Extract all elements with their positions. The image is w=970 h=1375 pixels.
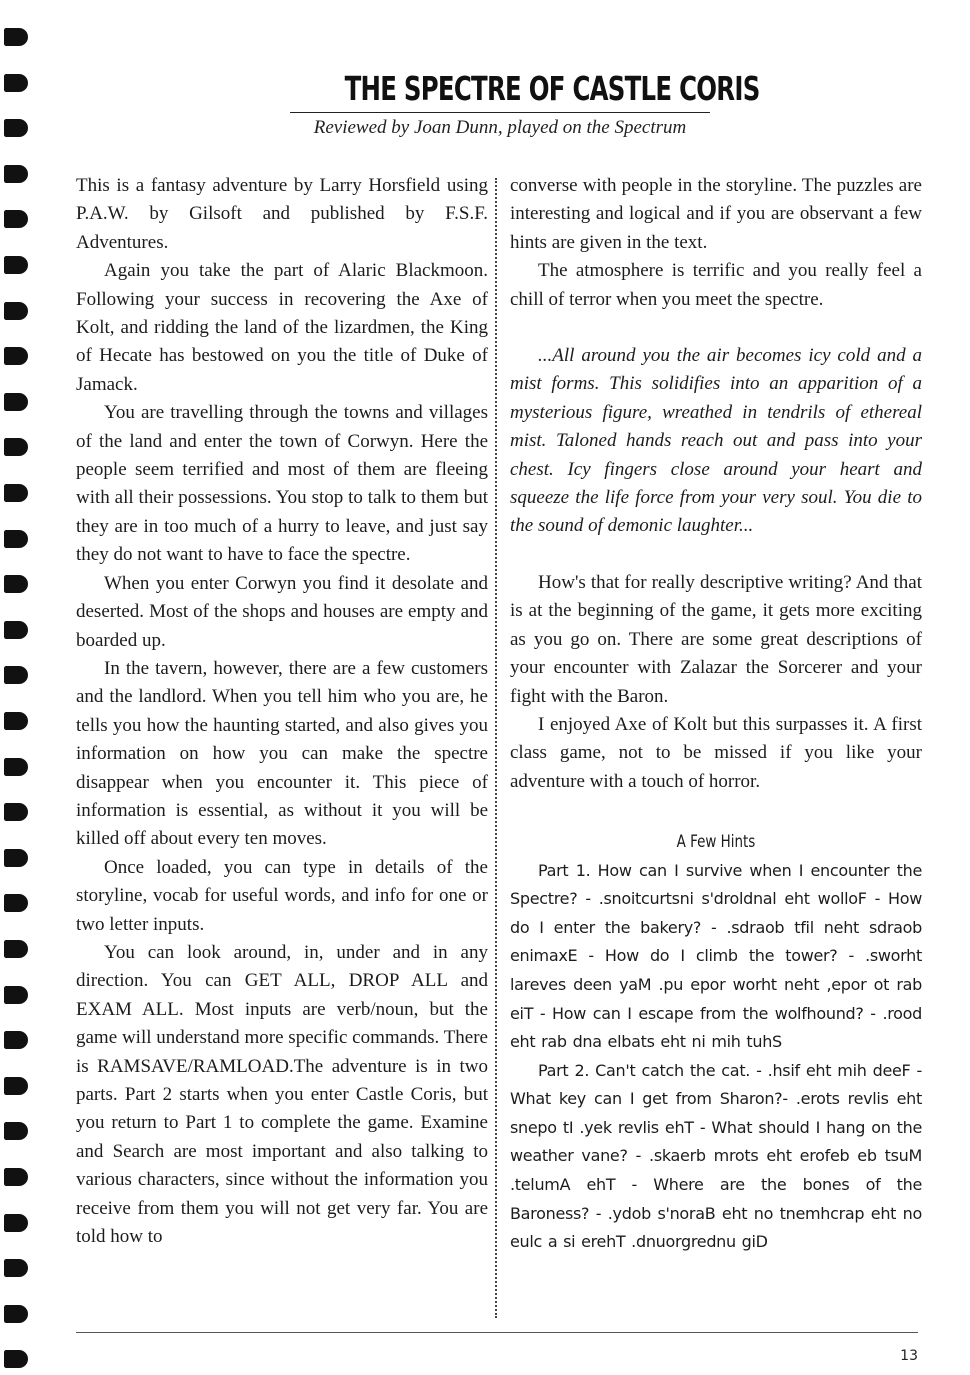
binding-hole xyxy=(4,575,28,593)
binding-hole xyxy=(4,849,28,867)
paragraph-loading: Once loaded, you can type in details of the storyline, vocab for useful words, and info for one or two letter inputs. xyxy=(76,856,488,935)
binding-hole xyxy=(4,1168,28,1186)
spiral-binding xyxy=(0,0,40,1375)
binding-hole xyxy=(4,940,28,958)
column-divider xyxy=(495,178,497,1318)
binding-hole xyxy=(4,894,28,912)
left-column xyxy=(76,172,488,1251)
paragraph-corwyn: When you enter Corwyn you find it desolate and deserted. Most of the shops and houses are empty and boarded up. xyxy=(76,572,488,651)
binding-hole xyxy=(4,484,28,502)
binding-hole xyxy=(4,986,28,1004)
paragraph-continued: converse with people in the storyline. The puzzles are interesting and logical and if you are observant a few hints are given in the text. xyxy=(510,175,922,253)
footer-rule xyxy=(76,1332,918,1333)
paragraph-tavern: In the tavern, however, there are a few customers and the landlord. When you tell him who you are, he tells you how the haunting started, and also gives you information on how you can make the spectre disappear when you encounter it. This piece of information is essential, as without it you will be killed off about every ten moves. xyxy=(76,657,488,850)
binding-hole xyxy=(4,1077,28,1095)
paragraph-verdict: I enjoyed Axe of Kolt but this surpasses it. A first class game, not to be missed if you like your adventure with a touch of horror. xyxy=(510,713,922,792)
binding-hole xyxy=(4,1259,28,1277)
binding-hole xyxy=(4,666,28,684)
spacer xyxy=(510,796,922,824)
binding-hole xyxy=(4,302,28,320)
hint-part-2: Part 2. Can't catch the cat. - .hsif eht mih deeF - What key can I get from Sharon?- .erots revlis eht snepo tI .yek revlis ehT - What should I hang on the weather vane? - .skaerb mrots eht erofeb eb tsuM .telumA ehT - Where are the bones of the Baroness? - .ydob s'noraB eht no tnemhcrap eht no eulc a si erehT .dnuorgrednu giD xyxy=(510,1060,922,1252)
binding-hole xyxy=(4,621,28,639)
hints-heading: A Few Hints xyxy=(676,832,756,853)
spacer xyxy=(510,314,922,342)
binding-hole xyxy=(4,1350,28,1368)
page-number: 13 xyxy=(900,1348,918,1364)
binding-hole xyxy=(4,393,28,411)
binding-hole xyxy=(4,758,28,776)
binding-hole xyxy=(4,256,28,274)
paragraph-descriptive: How's that for really descriptive writing? And that is at the beginning of the game, it gets more exciting as you go on. There are some great descriptions of your encounter with Zalazar the Sorcerer and your fight with the Baron. xyxy=(510,571,922,707)
article-header xyxy=(290,68,760,139)
paragraph-commands: You can look around, in, under and in any direction. You can GET ALL, DROP ALL and EXAM ALL. Most inputs are verb/noun, but the game will understand more specific commands. There is RAMSAVE/RAMLOAD.The adventure is in two parts. Part 2 starts when you enter Castle Coris, but you return to Part 1 to complete the game. Examine and Search are most important and also talking to various characters, since without the information you receive from them you will not get very far. You are told how to xyxy=(76,941,488,1248)
article-title: THE SPECTRE OF CASTLE CORIS xyxy=(344,69,760,108)
article-byline: Reviewed by Joan Dunn, played on the Spectrum xyxy=(313,117,687,138)
hint-part-1: Part 1. How can I survive when I encounter the Spectre? - .snoitcurtsni s'droldnal eht wolloF - How do I enter the bakery? - .sdraob tfil neht sdraob enimaxE - How do I climb the tower? - .sworht lareves deen yaM .pu epor worht neht ,epor ot rab eiT - How can I escape from the wolfhound? - .rood eht rab dna elbats eht ni mih tuhS xyxy=(510,860,922,1052)
binding-hole xyxy=(4,530,28,548)
title-underline xyxy=(290,112,710,113)
binding-hole xyxy=(4,712,28,730)
binding-hole xyxy=(4,210,28,228)
spacer xyxy=(510,541,922,569)
binding-hole xyxy=(4,1214,28,1232)
paragraph-intro: This is a fantasy adventure by Larry Horsfield using P.A.W. by Gilsoft and published by F.S.F. Adventures. xyxy=(76,175,488,253)
binding-hole xyxy=(4,347,28,365)
paragraph-role: Again you take the part of Alaric Blackmoon. Following your success in recovering the Axe of Kolt, and ridding the land of the lizardmen, the King of Hecate has bestowed on you the title of Duke of Jamack. xyxy=(76,260,488,395)
binding-hole xyxy=(4,28,28,46)
paragraph-travelling: You are travelling through the towns and villages of the land and enter the town of Corwyn. Here the people seem terrified and most of them are fleeing with all their possessions. You stop to talk to them but they are in too much of a hurry to leave, and just say they do not want to have to face the spectre. xyxy=(76,402,488,566)
binding-hole xyxy=(4,803,28,821)
binding-hole xyxy=(4,438,28,456)
binding-hole xyxy=(4,165,28,183)
binding-hole xyxy=(4,74,28,92)
binding-hole xyxy=(4,1122,28,1140)
game-quote: ...All around you the air becomes icy cold and a mist forms. This solidifies into an apparition of a mysterious figure, wreathed in tendrils of ethereal mist. Taloned hands reach out and pass into your chest. Icy fingers close around your heart and squeeze the life force from your very soul. You die to the sound of demonic laughter... xyxy=(510,345,922,537)
binding-hole xyxy=(4,119,28,137)
binding-hole xyxy=(4,1305,28,1323)
binding-hole xyxy=(4,1031,28,1049)
paragraph-atmosphere: The atmosphere is terrific and you really feel a chill of terror when you meet the spectre. xyxy=(510,260,922,310)
right-column xyxy=(510,172,922,1257)
